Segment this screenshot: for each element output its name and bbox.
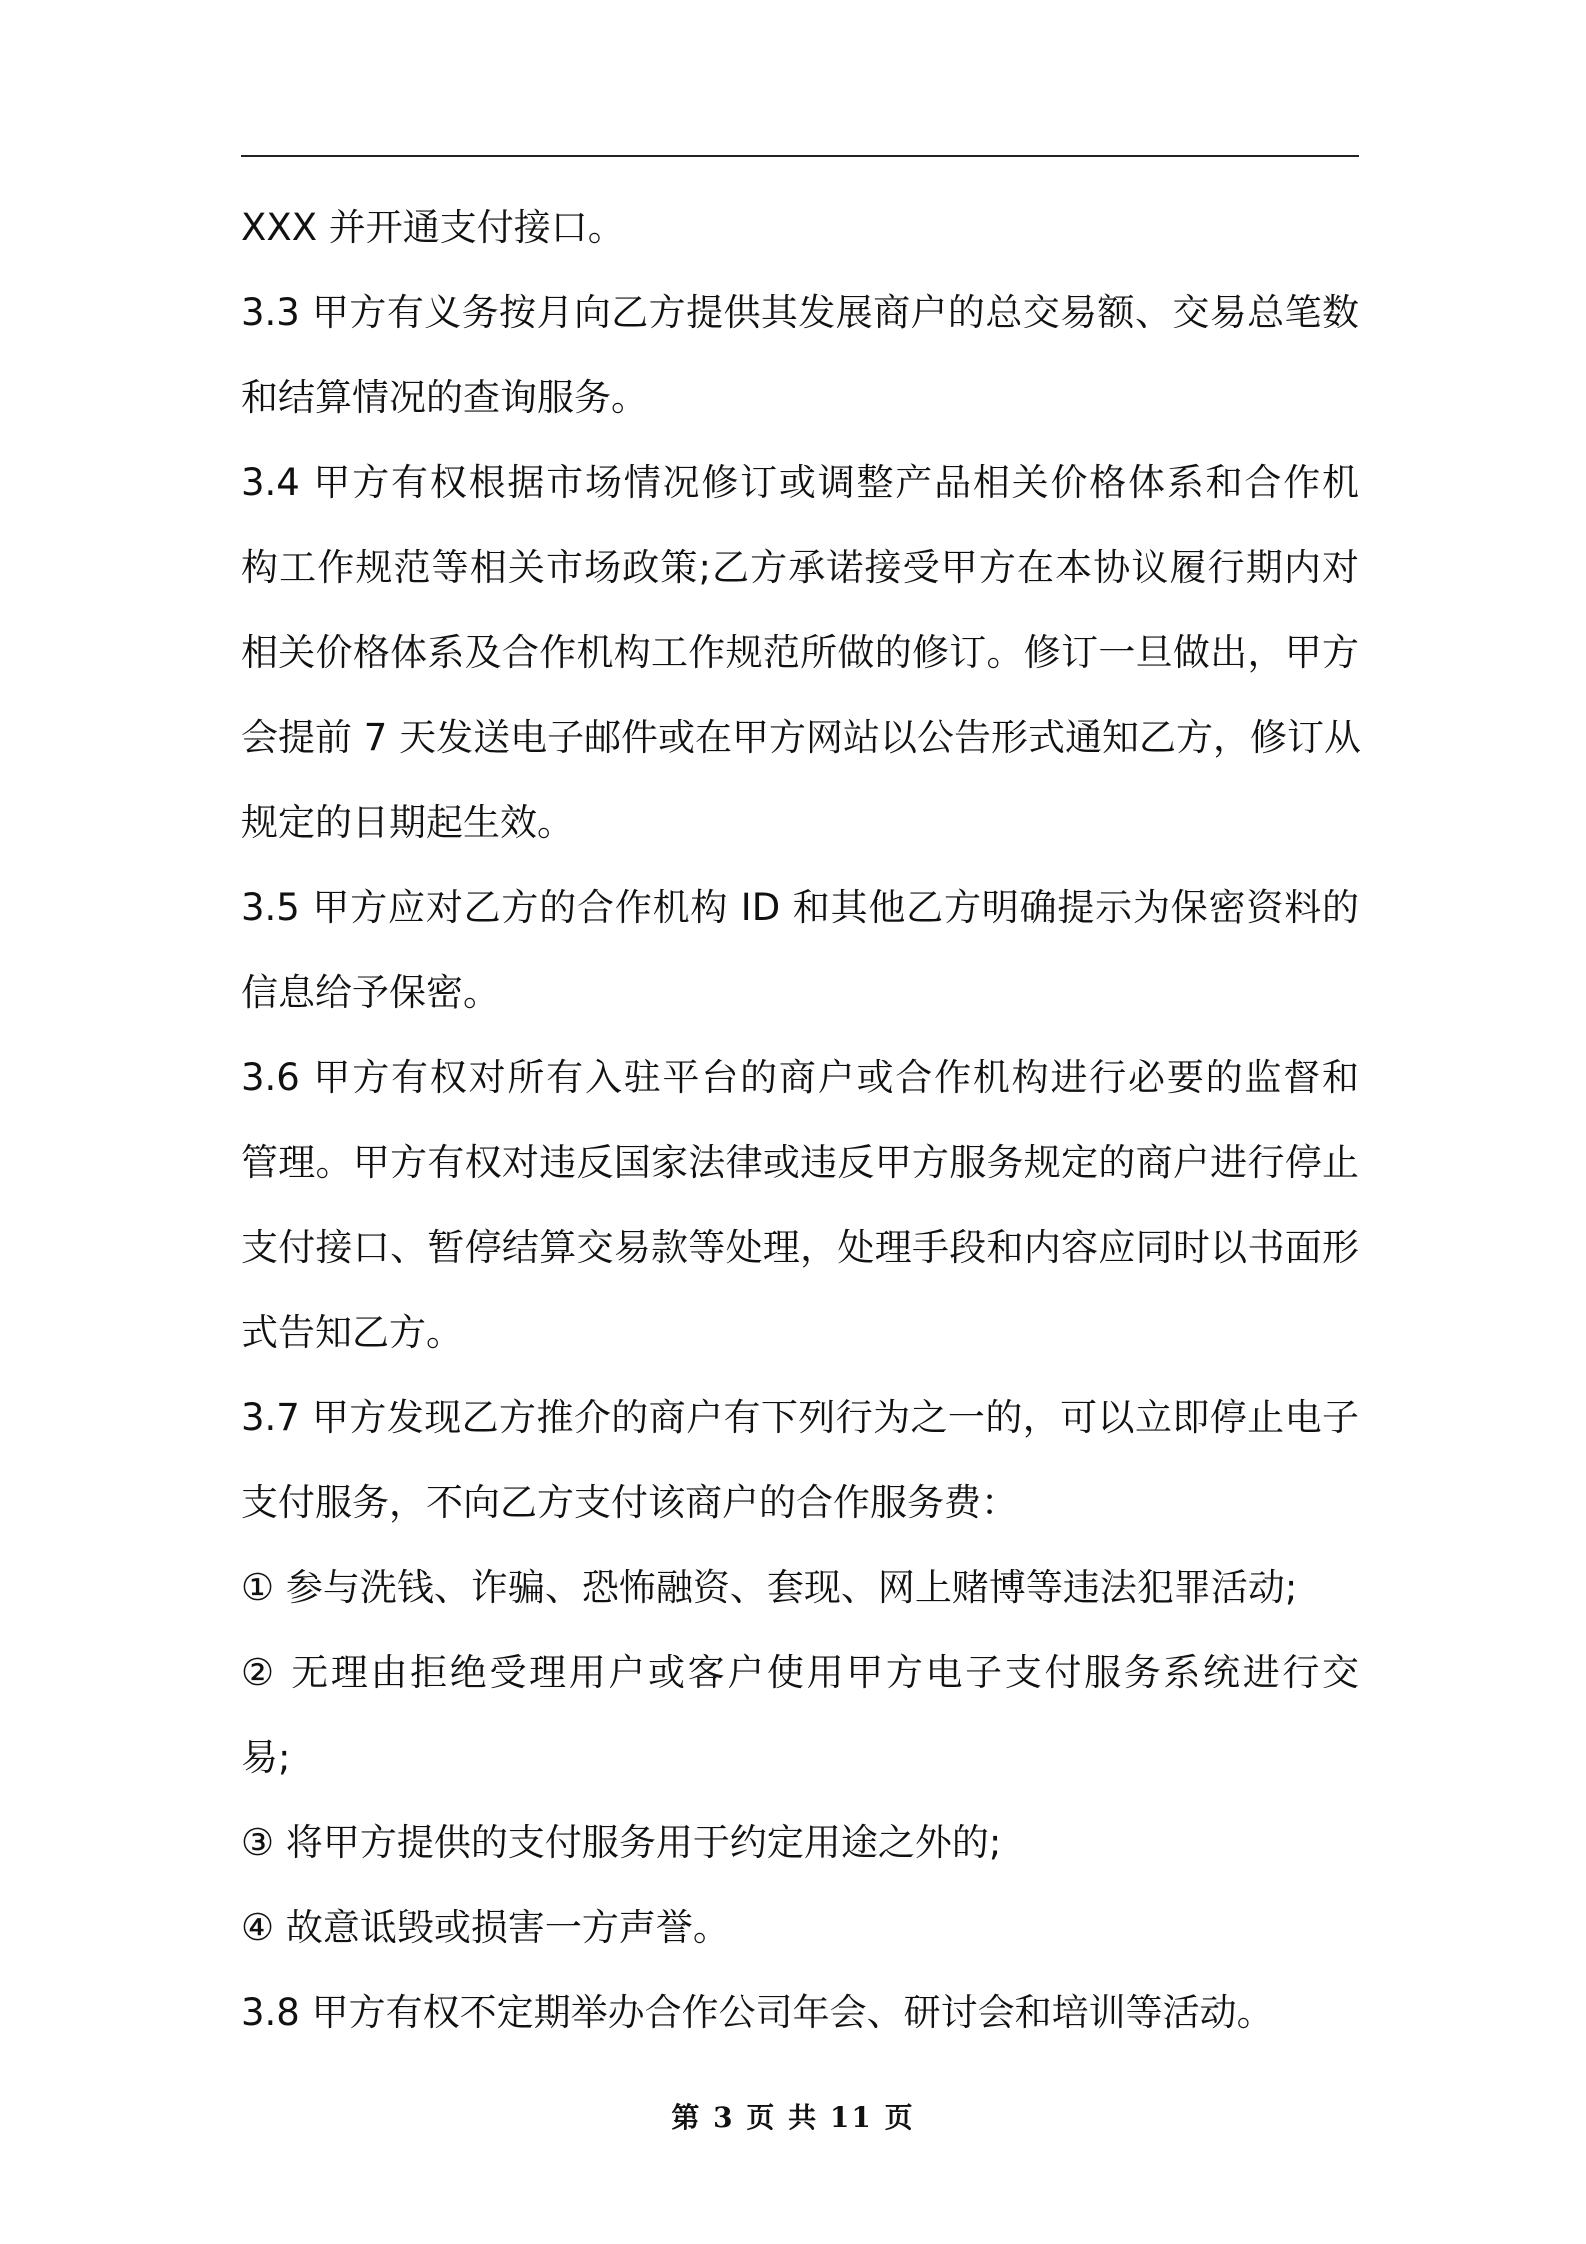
document-body — [241, 196, 1362, 2066]
body-text-line: 规定的日期起生效。 — [241, 801, 574, 844]
body-text-line: 和结算情况的查询服务。 — [241, 376, 648, 419]
body-text-line: 支付服务，不向乙方支付该商户的合作服务费： — [241, 1481, 1018, 1524]
page-footer — [0, 2096, 1586, 2136]
body-text-line: 信息给予保密。 — [241, 971, 500, 1014]
body-text-line: 式告知乙方。 — [241, 1311, 463, 1354]
page-number-label: 第 3 页 共 11 页 — [671, 2101, 915, 2134]
body-text-line: 易; — [241, 1736, 291, 1779]
body-text-line: XXX 并开通支付接口。 — [241, 206, 625, 249]
body-text-line: 构工作规范等相关市场政策;乙方承诺接受甲方在本协议履行期内对 — [241, 546, 1359, 589]
body-text-line: 3.6 甲方有权对所有入驻平台的商户或合作机构进行必要的监督和 — [241, 1056, 1359, 1099]
body-text-line: 3.4 甲方有权根据市场情况修订或调整产品相关价格体系和合作机 — [241, 461, 1359, 504]
header-rule — [241, 155, 1359, 157]
body-text-line: 相关价格体系及合作机构工作规范所做的修订。修订一旦做出，甲方 — [241, 631, 1359, 674]
body-text-line: ① 参与洗钱、诈骗、恐怖融资、套现、网上赌博等违法犯罪活动; — [241, 1566, 1298, 1609]
body-text-line: ③ 将甲方提供的支付服务用于约定用途之外的; — [241, 1821, 1002, 1864]
body-text-line: 3.8 甲方有权不定期举办合作公司年会、研讨会和培训等活动。 — [241, 1991, 1274, 2034]
body-text-line: 3.3 甲方有义务按月向乙方提供其发展商户的总交易额、交易总笔数 — [241, 291, 1359, 334]
body-text-line: 3.5 甲方应对乙方的合作机构 ID 和其他乙方明确提示为保密资料的 — [241, 886, 1359, 929]
body-text-line: ④ 故意诋毁或损害一方声誉。 — [241, 1906, 730, 1949]
body-text-line: 3.7 甲方发现乙方推介的商户有下列行为之一的，可以立即停止电子 — [241, 1396, 1359, 1439]
body-text-line: 会提前 7 天发送电子邮件或在甲方网站以公告形式通知乙方，修订从 — [241, 716, 1362, 759]
body-text-line: 管理。甲方有权对违反国家法律或违反甲方服务规定的商户进行停止 — [241, 1141, 1359, 1184]
body-text-line: ② 无理由拒绝受理用户或客户使用甲方电子支付服务系统进行交 — [241, 1651, 1359, 1694]
body-text-line: 支付接口、暂停结算交易款等处理，处理手段和内容应同时以书面形 — [241, 1226, 1359, 1269]
